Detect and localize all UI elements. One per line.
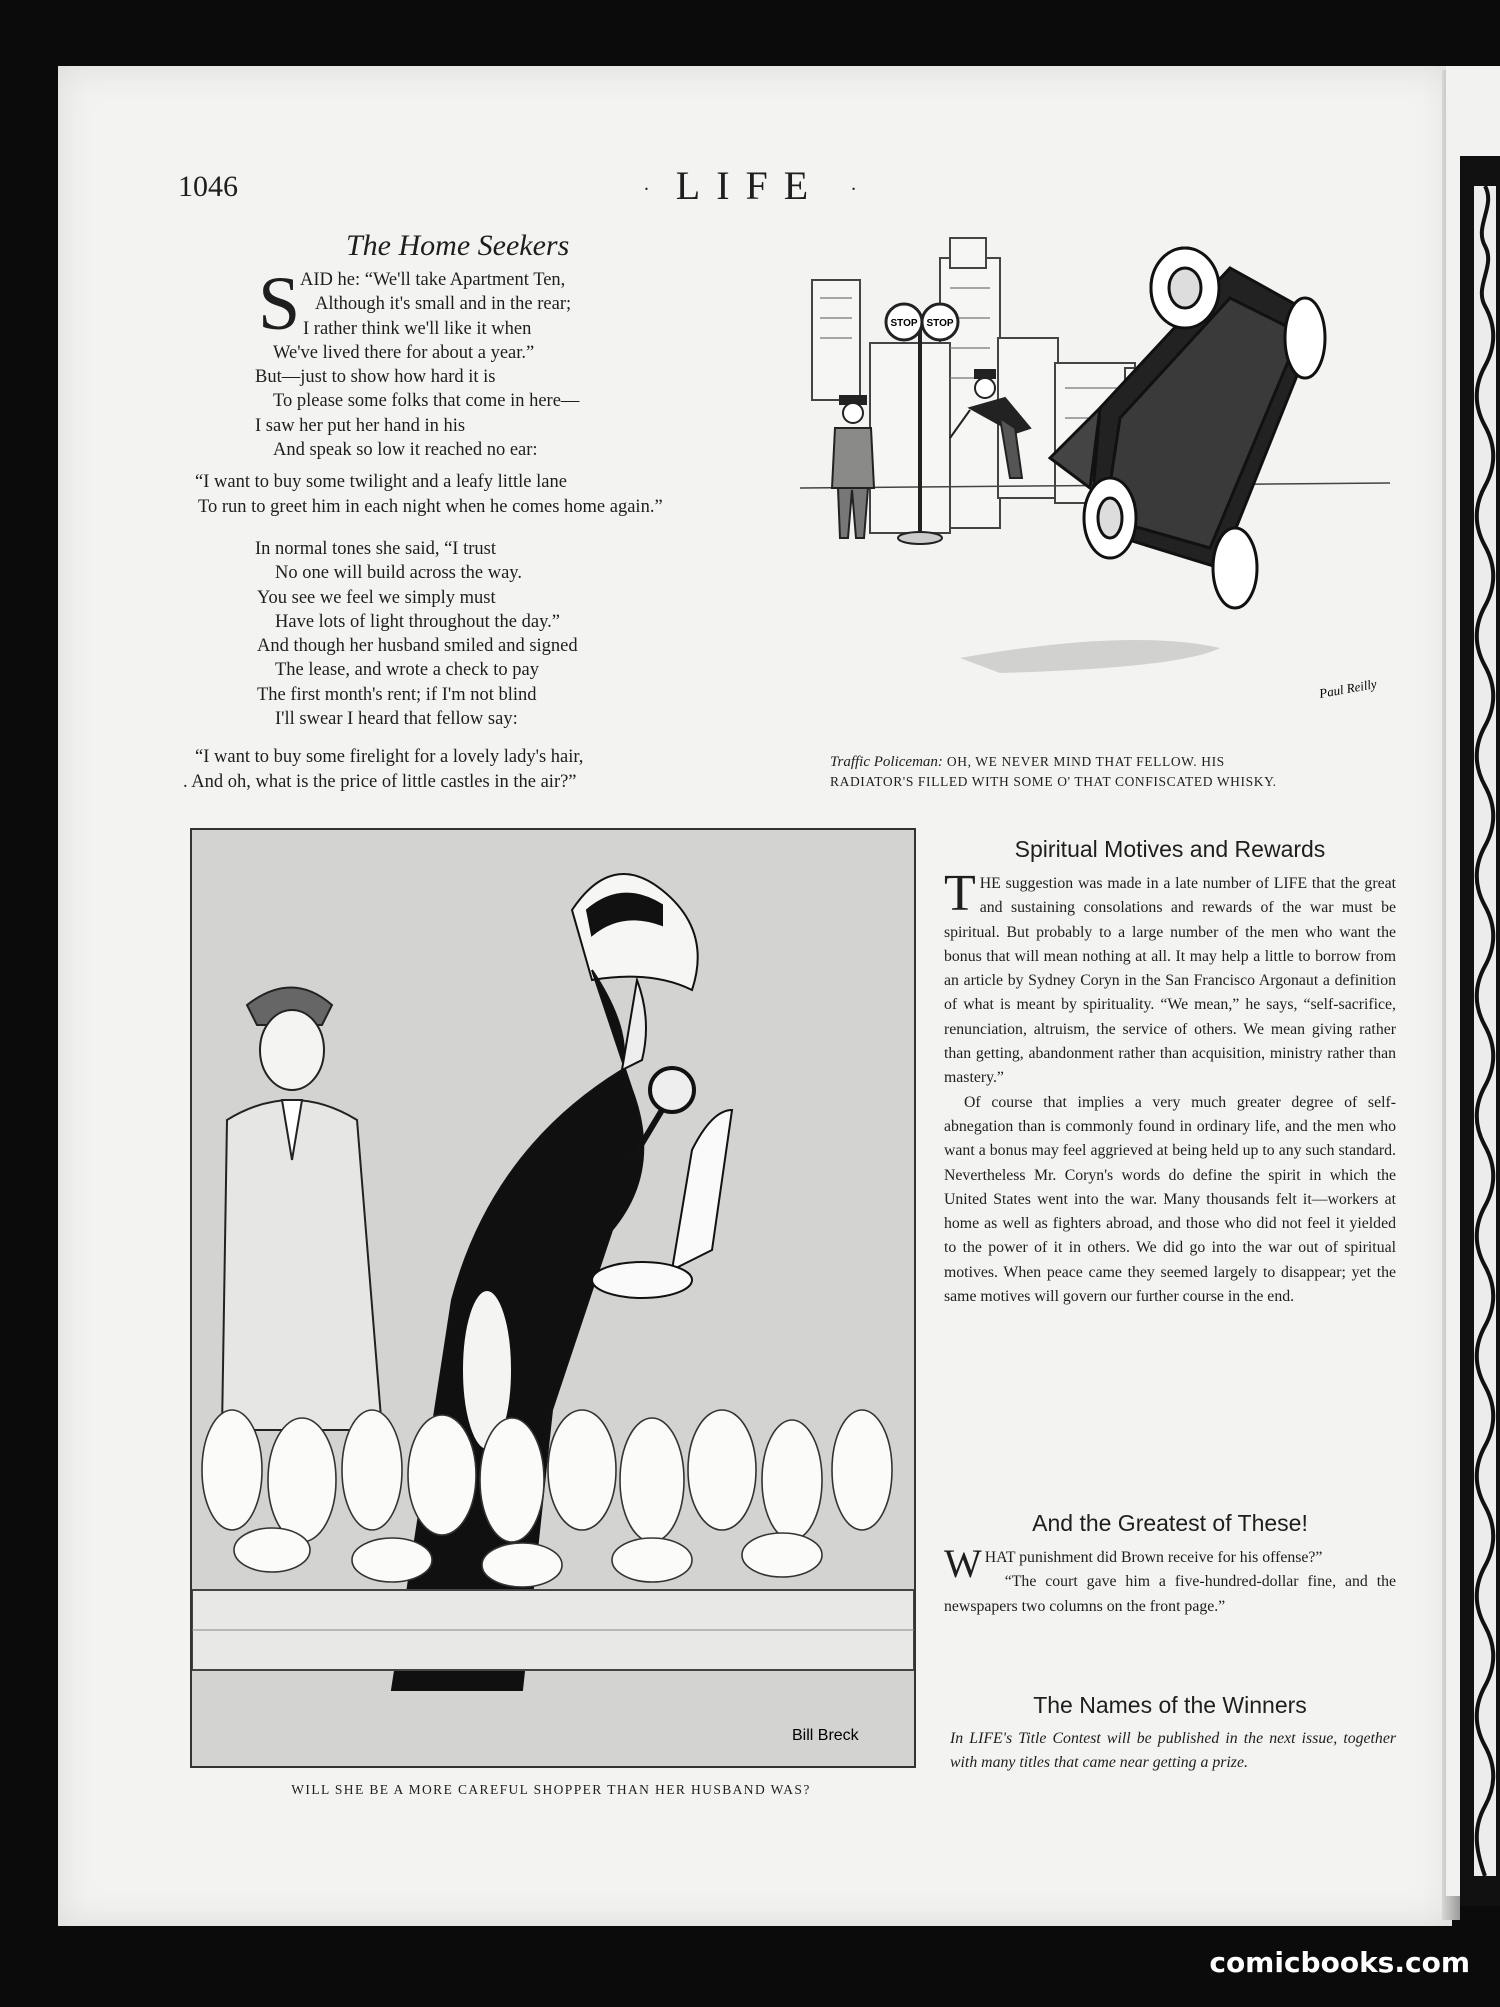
spiritual-paragraph-1: HE suggestion was made in a late number of LIFE that the great and sustaining consolations and rewards of the war must be spiritual. But probably to a large number of the men who want the bonus that will mean nothing at all. It may help a little to borrow from an article by Sydney Coryn in the San Francisco Argonaut a definition of what is meant by spirituality. “We mean,” he says, “self-sacrifice, renunciation, altruism, the service of others. We mean giving rather than getting, abandonment rather than acquisition, ministry rather than mastery.”	[944, 875, 1396, 1087]
poem-line: AID he: “We'll take Apartment Ten,	[300, 270, 566, 290]
greatest-paragraph-2: “The court gave him a five-hundred-dollar fine, and the newspapers two columns on the front page.”	[944, 1573, 1396, 1615]
spiritual-paragraph-2: Of course that implies a very much greater degree of self-abnegation than is commonly found in ordinary life, and the men who want a bonus may feel aggrieved at being held up to any such standard. Nevertheless Mr. Coryn's words do define the spirit in which the United States went into the war. Many thousands felt it—workers at home as well as fighters abroad, and those who did not feel it yielded to the power of it in others. We did go into the war out of spiritual motives. When peace came they seemed largely to disappear; yet the same motives will govern our further course in the end.	[944, 1093, 1396, 1306]
traffic-cartoon-caption	[830, 752, 1390, 792]
poem-line: To please some folks that come in here—	[273, 391, 580, 412]
poem-body	[183, 262, 815, 794]
cartoon-signature: Paul Reilly	[1317, 676, 1378, 701]
poem-line: We've lived there for about a year.”	[273, 342, 535, 363]
poem-line: I saw her put her hand in his	[255, 415, 466, 436]
poem-line: I'll swear I heard that fellow say:	[275, 709, 518, 730]
article-heading-spiritual: Spiritual Motives and Rewards	[1014, 836, 1326, 862]
title-ornament-left: ·	[643, 178, 650, 201]
poem-line: Although it's small and in the rear;	[315, 294, 572, 315]
stop-sign-right: STOP	[926, 318, 954, 329]
stop-sign-left: STOP	[890, 318, 918, 329]
decorative-border-frame	[1460, 156, 1500, 1906]
poem-title: The Home Seekers	[346, 229, 570, 262]
illustration-signature: Bill Breck	[792, 1727, 859, 1744]
poem-line: “I want to buy some twilight and a leafy little lane	[195, 472, 567, 493]
poem-line: The lease, and wrote a check to pay	[275, 660, 540, 681]
article-heading-winners: The Names of the Winners	[1033, 1692, 1307, 1718]
poem-line: . And oh, what is the price of little castles in the air?”	[183, 771, 577, 792]
poem-line: And though her husband smiled and signed	[257, 636, 578, 657]
article-heading-greatest: And the Greatest of These!	[1032, 1510, 1308, 1536]
magazine-title	[0, 162, 1500, 209]
caption-line-2: RADIATOR'S FILLED WITH SOME O' THAT CONFISCATED WHISKY.	[830, 774, 1277, 789]
greatest-paragraph-1: HAT punishment did Brown receive for his offense?”	[984, 1549, 1323, 1566]
traffic-cartoon	[800, 228, 1390, 753]
stanza-gap	[195, 731, 815, 745]
decorative-border-pattern	[1474, 186, 1496, 1876]
page-number: 1046	[178, 170, 238, 203]
article-dropcap-w: W	[944, 1541, 982, 1586]
illustration-caption: WILL SHE BE A MORE CAREFUL SHOPPER THAN HER HUSBAND WAS?	[291, 1782, 811, 1797]
next-page-border-strip	[1446, 66, 1500, 1896]
magazine-title-text: LIFE	[675, 163, 825, 208]
poem-line: To run to greet him in each night when he comes home again.”	[198, 496, 663, 517]
poem-dropcap: S	[258, 262, 301, 346]
site-watermark: comicbooks.com	[1209, 1946, 1470, 1979]
poem-line: And speak so low it reached no ear:	[273, 440, 538, 461]
shopper-illustration	[190, 828, 916, 1768]
article-body-greatest	[944, 1541, 1396, 1619]
caption-speaker: Traffic Policeman:	[830, 754, 943, 770]
article-body-winners: In LIFE's Title Contest will be published in the next issue, together with many titles that came near getting a prize.	[950, 1730, 1396, 1772]
stanza-gap	[195, 519, 815, 537]
caption-line-1: OH, WE NEVER MIND THAT FELLOW. HIS	[946, 754, 1225, 769]
stanza-gap	[195, 462, 815, 470]
poem-line: The first month's rent; if I'm not blind	[257, 684, 537, 705]
poem-line: But—just to show how hard it is	[255, 367, 496, 388]
article-dropcap-t: T	[944, 865, 976, 922]
poem-line: No one will build across the way.	[275, 563, 522, 584]
poem-line: Have lots of light throughout the day.”	[275, 611, 560, 632]
title-ornament-right: ·	[850, 178, 857, 201]
poem-line: I rather think we'll like it when	[303, 318, 532, 339]
poem-line: You see we feel we simply must	[257, 587, 496, 608]
poem-line: “I want to buy some firelight for a lovely lady's hair,	[195, 747, 584, 768]
poem-line: In normal tones she said, “I trust	[255, 538, 496, 559]
article-body-spiritual	[944, 865, 1396, 1309]
